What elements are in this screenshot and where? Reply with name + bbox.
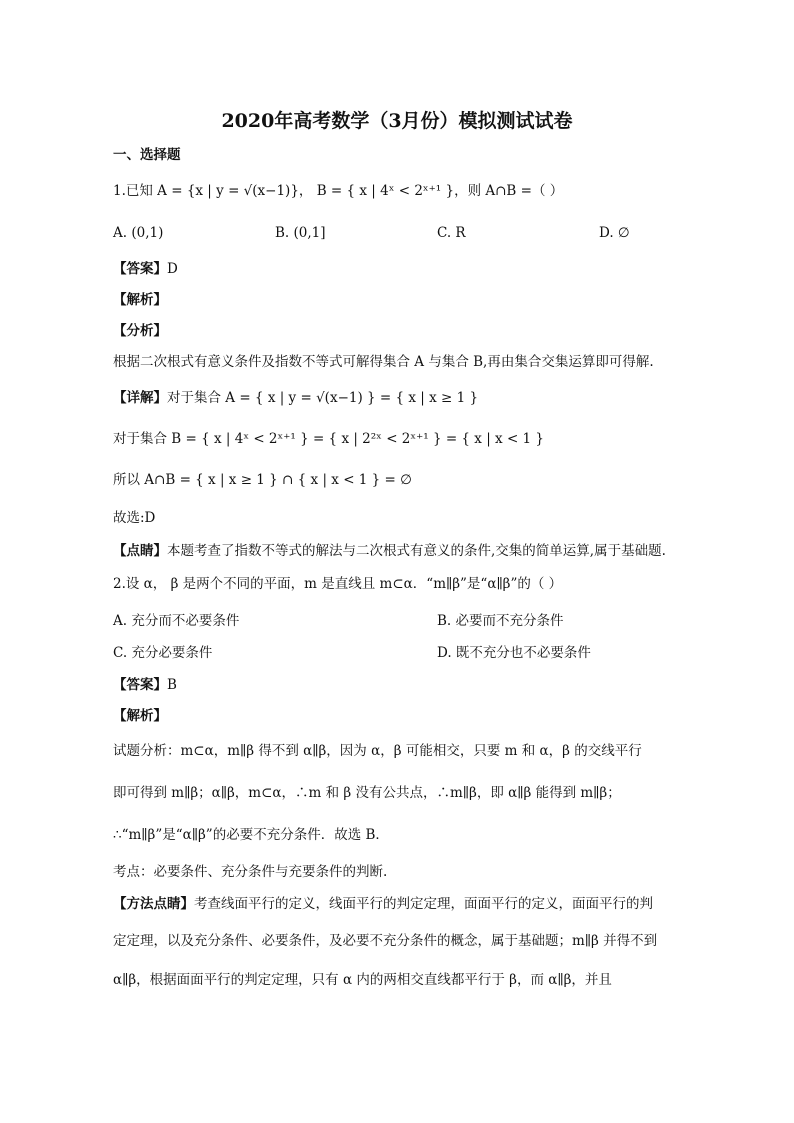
- q1-detail-1-text: 对于集合 A = { x | y = √(x−1) } = { x | x ≥ 1 }: [167, 390, 479, 406]
- q2-method-label: 【方法点睛】: [113, 896, 194, 912]
- q2-answer-label: 【答案】: [113, 677, 167, 693]
- section-heading: 一、选择题: [113, 147, 181, 163]
- q2-option-b: B. 必要而不充分条件: [437, 613, 564, 629]
- q1-comment-label: 【点睛】: [113, 543, 167, 559]
- q1-option-b: B. (0,1]: [275, 225, 326, 241]
- q1-fenxi-text: 根据二次根式有意义条件及指数不等式可解得集合 A 与集合 B,再由集合交集运算即可得解.: [113, 354, 654, 370]
- q2-analysis-1: 试题分析：m⊂α，m∥β 得不到 α∥β，因为 α，β 可能相交，只要 m 和 α，β 的交线平行: [113, 743, 642, 759]
- q1-comment: [113, 542, 666, 560]
- q1-option-a: A. (0,1): [113, 225, 164, 241]
- q2-analysis-3: ∴“m∥β”是“α∥β”的必要不充分条件．故选 B．: [113, 827, 389, 843]
- q1-detail-1: [113, 389, 478, 407]
- page-title: 2020年高考数学（3月份）模拟测试试卷: [221, 110, 573, 132]
- q2-option-d: D. 既不充分也不必要条件: [437, 645, 591, 661]
- q2-jiexi-label: 【解析】: [113, 708, 167, 724]
- q2-method-2: 定定理，以及充分条件、必要条件，及必要不充分条件的概念，属于基础题；m∥β 并得不到: [113, 933, 658, 949]
- q1-option-c: C. R: [437, 225, 466, 241]
- q2-answer-value: B: [167, 677, 177, 693]
- q1-detail-label: 【详解】: [113, 390, 167, 406]
- q1-answer-value: D: [167, 261, 178, 277]
- q2-method-1: [113, 895, 653, 913]
- q1-jiexi-label: 【解析】: [113, 292, 167, 308]
- q2-option-a: A. 充分而不必要条件: [113, 613, 240, 629]
- q2-analysis-2: 即可得到 m∥β；α∥β，m⊂α，∴m 和 β 没有公共点，∴m∥β，即 α∥β 能得到 m∥β；: [113, 785, 621, 801]
- q2-method-3: α∥β，根据面面平行的判定定理，只有 α 内的两相交直线都平行于 β，而 α∥β，并且: [113, 972, 612, 988]
- q1-answer: [113, 260, 178, 278]
- q1-detail-3: 所以 A∩B = { x | x ≥ 1 } ∩ { x | x < 1 } = ∅: [113, 472, 412, 488]
- q2-answer: [113, 676, 177, 694]
- q2-stem: 2.设 α， β 是两个不同的平面，m 是直线且 m⊂α．“m∥β”是“α∥β”的（ ）: [113, 576, 563, 592]
- q1-choose: 故选:D: [113, 510, 156, 526]
- q2-kaodian: 考点：必要条件、充分条件与充要条件的判断.: [113, 864, 388, 880]
- q2-method-1-text: 考查线面平行的定义，线面平行的判定定理，面面平行的定义，面面平行的判: [194, 896, 653, 912]
- q1-stem: 1.已知 A = {x | y = √(x−1)}， B = { x | 4ˣ < 2ˣ⁺¹ }，则 A∩B =（ ）: [113, 183, 564, 199]
- q1-option-d: D. ∅: [599, 225, 630, 241]
- q1-answer-label: 【答案】: [113, 261, 167, 277]
- q1-fenxi-label: 【分析】: [113, 323, 167, 339]
- q1-detail-2: 对于集合 B = { x | 4ˣ < 2ˣ⁺¹ } = { x | 2²ˣ < 2ˣ⁺¹ } = { x | x < 1 }: [113, 431, 545, 447]
- q1-comment-text: 本题考查了指数不等式的解法与二次根式有意义的条件,交集的简单运算,属于基础题.: [167, 543, 666, 559]
- q2-option-c: C. 充分必要条件: [113, 645, 213, 661]
